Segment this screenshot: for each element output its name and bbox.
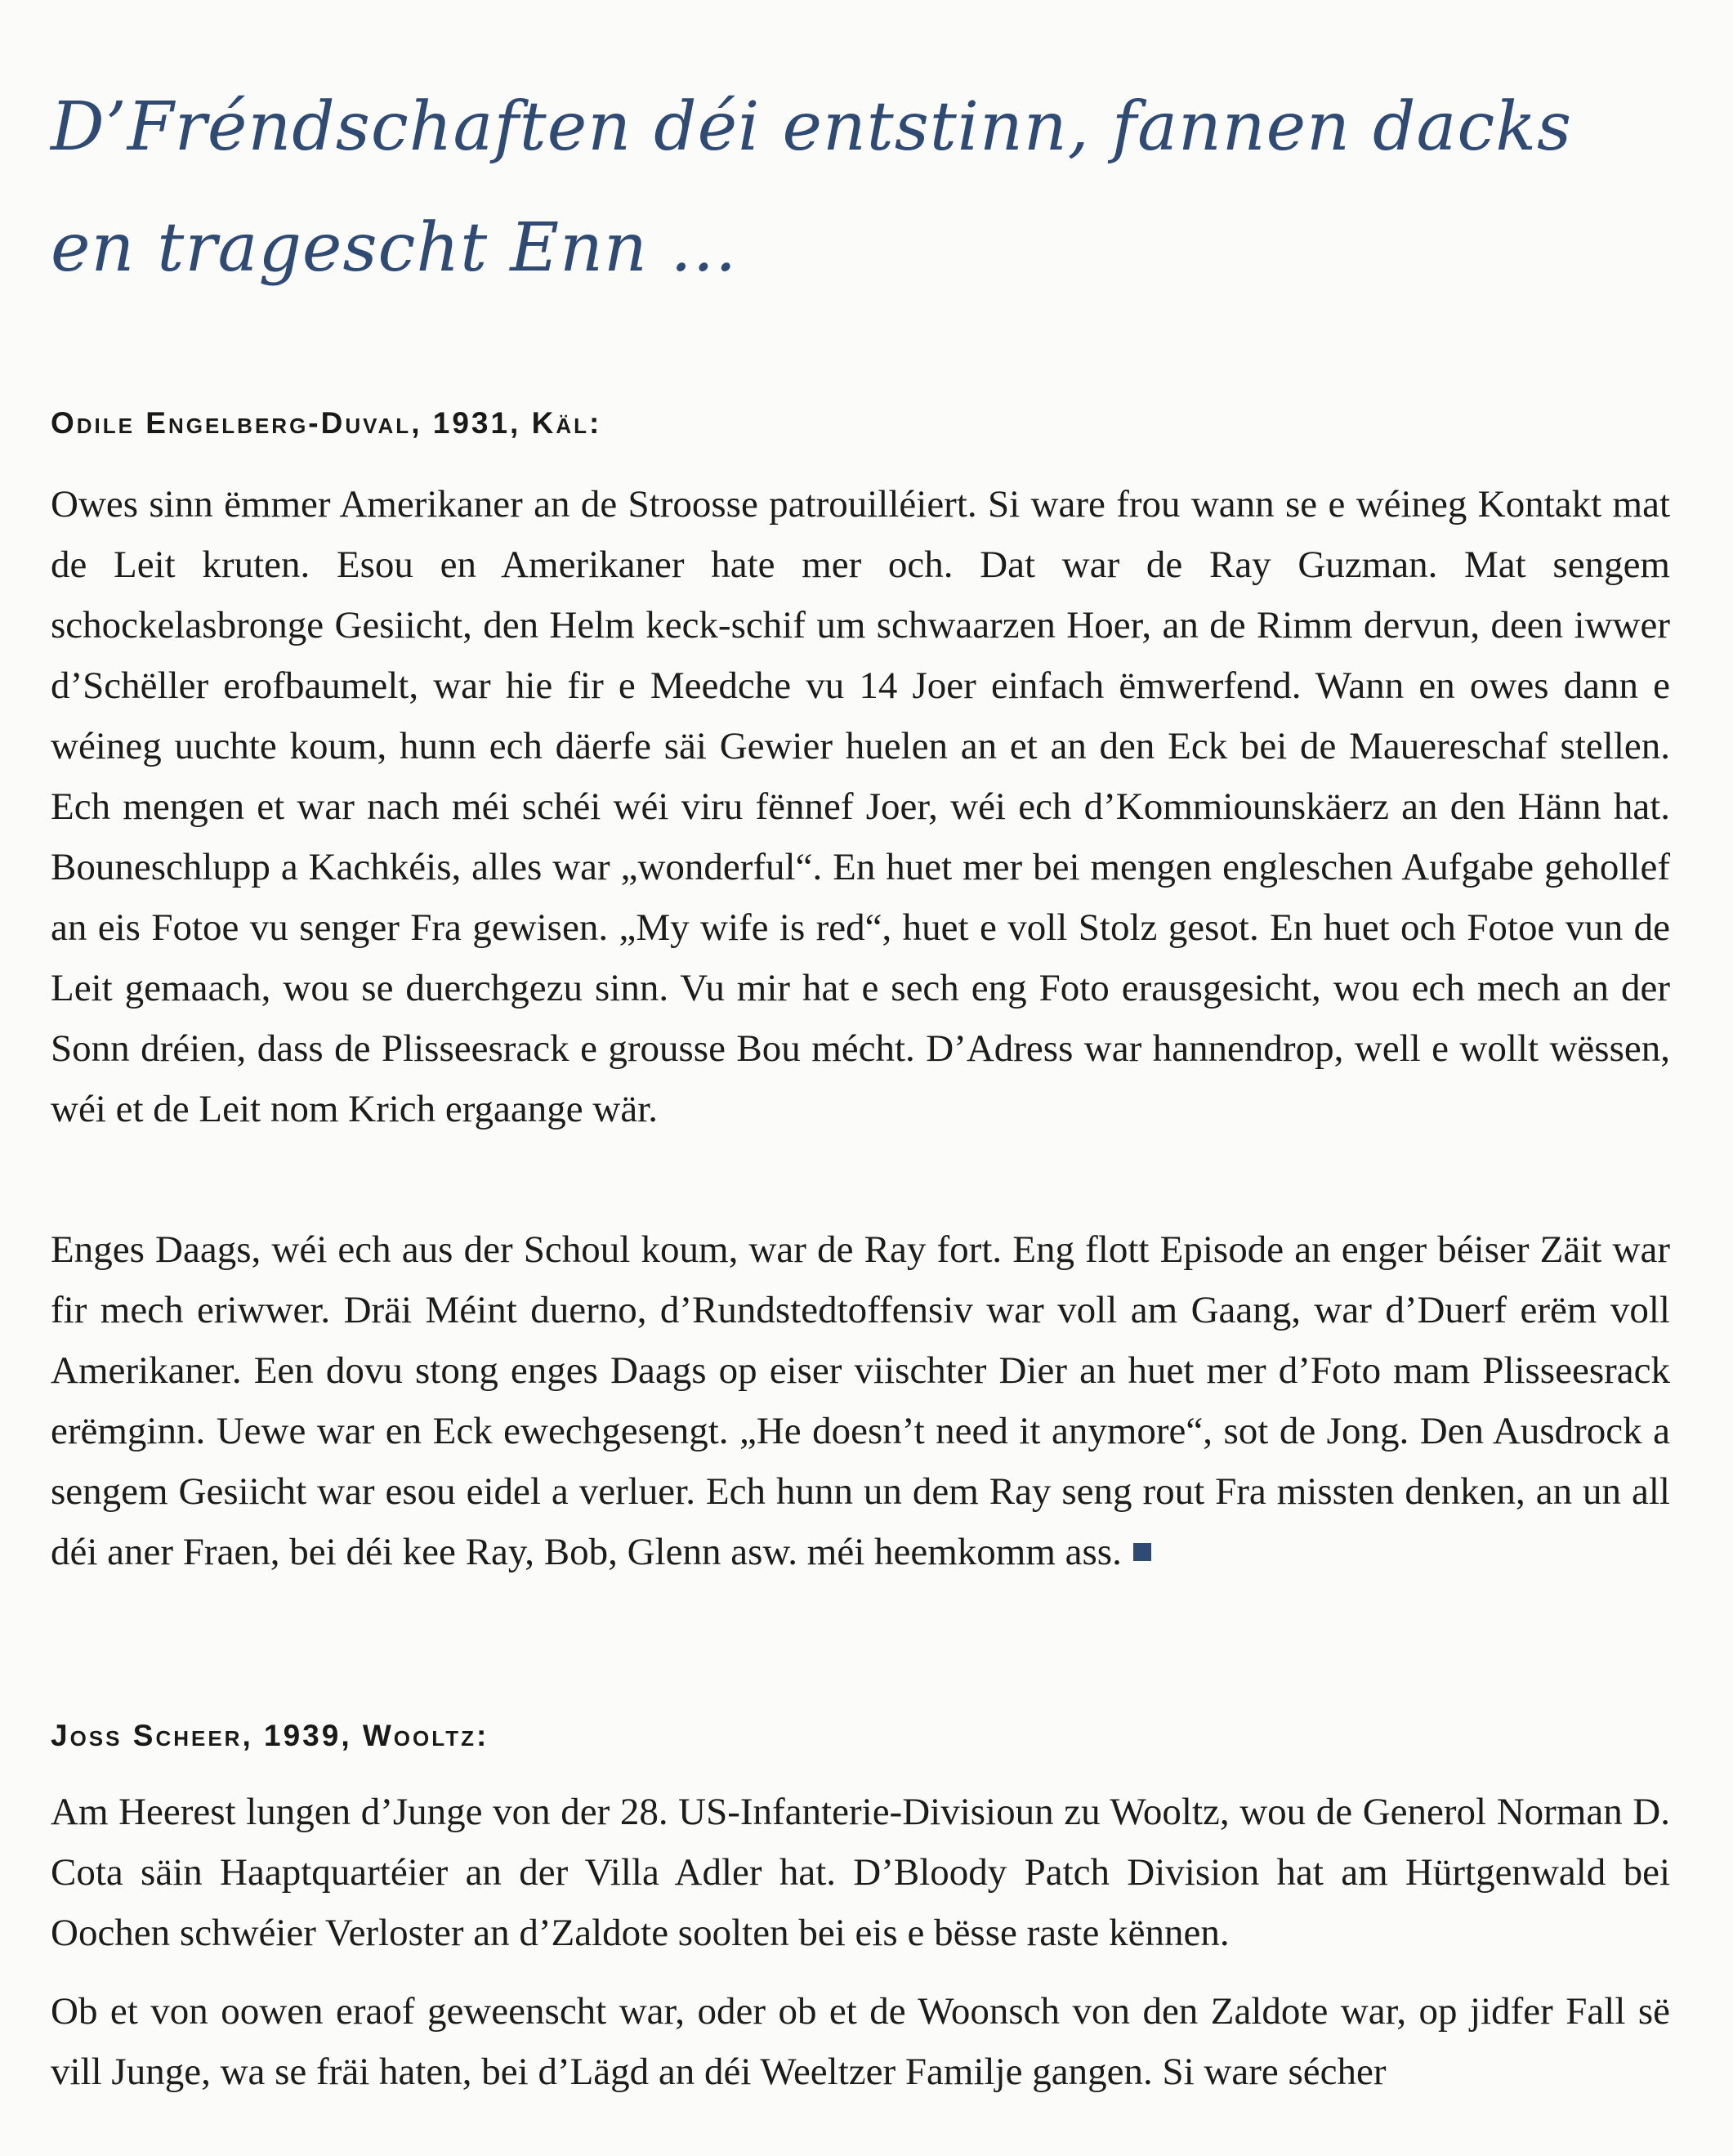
paragraph-odile-1	[51, 474, 1670, 1139]
section-heading-odile: Odile Engelberg-Duval, 1931, Käl:	[51, 406, 602, 440]
paragraph-text: Enges Daags, wéi ech aus der Schoul koum, war de Ray fort. Eng flott Episode an enger béiser Zäit war fir mech eriwwer. Dräi Méint duerno, d’Rundstedtoffensiv war voll am Gaang, war d’Duerf erëm voll Amerikaner. Een dovu stong enges Daags op eiser viischter Dier an huet mer d’Foto mam Plisseesrack erëmginn. Uewe war en Eck ewechgesengt. „He doesn’t need it anymore“, sot de Jong. Den Ausdrock a sengem Gesiicht war esou eidel a verluer. Ech hunn un dem Ray seng rout Fra missten denken, an un all déi aner Fraen, bei déi kee Ray, Bob, Glenn asw. méi heemkomm ass.	[51, 1228, 1670, 1573]
paragraph-text: Am Heerest lungen d’Junge von der 28. US-Infanterie-Divisioun zu Wooltz, wou de Generol Norman D. Cota säin Haaptquartéier an der Villa Adler hat. D’Bloody Patch Division hat am Hürtgenwald bei Oochen schwéier Verloster an d’Zaldote soolten bei eis e bësse raste kënnen.	[51, 1791, 1670, 1954]
paragraph-text: Ob et von oowen eraof geweenscht war, oder ob et de Woonsch von den Zaldote war, op jidfer Fall së vill Junge, wa se fräi haten, bei d’Lägd an déi Weeltzer Familje gangen. Si ware sécher	[51, 1990, 1670, 2093]
end-of-article-square-icon	[1133, 1543, 1151, 1561]
section-heading-joss: Joss Scheer, 1939, Wooltz:	[51, 1719, 489, 1752]
paragraph-text: Owes sinn ëmmer Amerikaner an de Stroosse patrouilléiert. Si ware frou wann se e wéineg Kontakt mat de Leit kruten. Esou en Amerikaner hate mer och. Dat war de Ray Guzman. Mat sengem schockelasbronge Gesiicht, den Helm keck-schif um schwaarzen Hoer, an de Rimm dervun, deen iwwer d’Schëller erofbaumelt, war hie fir e Meedche vu 14 Joer einfach ëmwerfend. Wann en owes dann e wéineg uuchte koum, hunn ech däerfe säi Gewier huelen an et an den Eck bei de Mauereschaf stellen. Ech mengen et war nach méi schéi wéi viru fënnef Joer, wéi ech d’Kommiounskäerz an den Hänn hat. Bouneschlupp a Kachkéis, alles war „wonderful“. En huet mer bei mengen engleschen Aufgabe gehollef an eis Fotoe vu senger Fra gewisen. „My wife is red“, huet e voll Stolz gesot. En huet och Fotoe vun de Leit gemaach, wou se duerchgezu sinn. Vu mir hat e sech eng Foto erausgesicht, wou ech mech an der Sonn dréien, dass de Plisseesrack e grousse Bou mécht. D’Adress war hannendrop, well e wollt wëssen, wéi et de Leit nom Krich ergaange wär.	[51, 483, 1670, 1130]
page-title: D’Fréndschaften déi entstinn, fannen dacks en tragescht Enn …	[51, 88, 1573, 287]
paragraph-joss-2	[51, 1981, 1670, 2102]
paragraph-joss-1	[51, 1782, 1670, 1963]
paragraph-odile-2	[51, 1219, 1670, 1582]
